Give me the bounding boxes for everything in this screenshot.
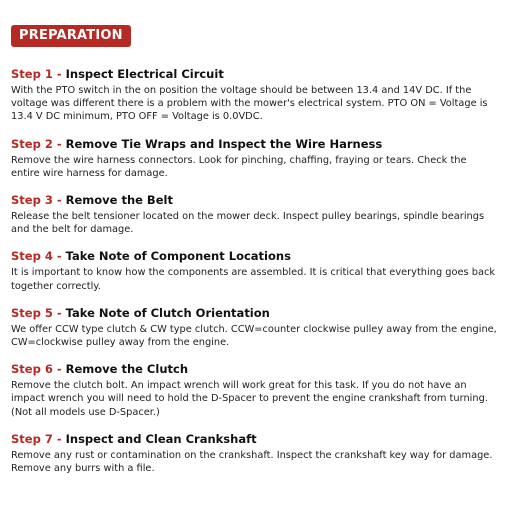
step-heading <box>11 248 497 265</box>
step-number: Step 6 - <box>11 362 66 377</box>
steps-list <box>11 66 497 487</box>
step-title: Take Note of Component Locations <box>65 249 291 264</box>
step-title: Take Note of Clutch Orientation <box>65 305 270 320</box>
step-number: Step 3 - <box>11 193 66 208</box>
step-body: Release the belt tensioner located on the mower deck. Inspect pulley bearings, spindle bearings and the belt for damage. <box>11 211 485 236</box>
step-2 <box>11 136 497 180</box>
step-heading <box>11 66 497 83</box>
step-body: Remove the wire harness connectors. Look for pinching, chaffing, fraying or tears. Check the entire wire harness for damage. <box>11 154 467 179</box>
step-6 <box>11 361 497 419</box>
step-number: Step 5 - <box>11 305 66 320</box>
step-body: We offer CCW type clutch & CW type clutch. CCW=counter clockwise pulley away from the engine, CW=clockwise pulley away from the engine. <box>11 323 497 349</box>
step-heading <box>11 361 497 378</box>
step-heading <box>11 136 497 153</box>
step-title: Inspect Electrical Circuit <box>65 67 224 81</box>
step-body: Remove the clutch bolt. An impact wrench will work great for this task. If you do not have an impact wrench you will need to hold the D-Spacer to prevent the engine crankshaft from turning. (Not all models use D-Spacer.) <box>11 380 488 418</box>
step-7 <box>11 431 497 475</box>
step-heading <box>11 192 497 209</box>
step-5 <box>11 305 497 349</box>
step-body: With the PTO switch in the on position the voltage should be between 13.4 and 14V DC. If the voltage was different there is a problem with the mower's electrical system. PTO ON = Voltage is 13.4 V DC minimum, PTO OFF = Voltage is 0.0VDC. <box>11 85 488 123</box>
step-heading <box>11 305 497 322</box>
step-number: Step 7 - <box>11 431 66 446</box>
step-3 <box>11 192 497 236</box>
step-1 <box>11 66 497 124</box>
step-body: It is important to know how the components are assembled. It is critical that everything goes back together correctly. <box>11 267 496 292</box>
step-title: Inspect and Clean Crankshaft <box>65 431 257 446</box>
step-number: Step 4 - <box>11 249 66 264</box>
step-body: Remove any rust or contamination on the crankshaft. Inspect the crankshaft key way for damage. Remove any burrs with a file. <box>11 449 493 475</box>
step-number: Step 1 - <box>11 67 66 81</box>
step-title: Remove the Belt <box>65 193 173 208</box>
step-title: Remove the Clutch <box>65 362 189 377</box>
step-4 <box>11 248 497 292</box>
step-number: Step 2 - <box>11 136 66 151</box>
step-heading <box>11 431 497 448</box>
section-badge: PREPARATION <box>11 25 131 47</box>
step-title: Remove Tie Wraps and Inspect the Wire Harness <box>65 136 383 151</box>
